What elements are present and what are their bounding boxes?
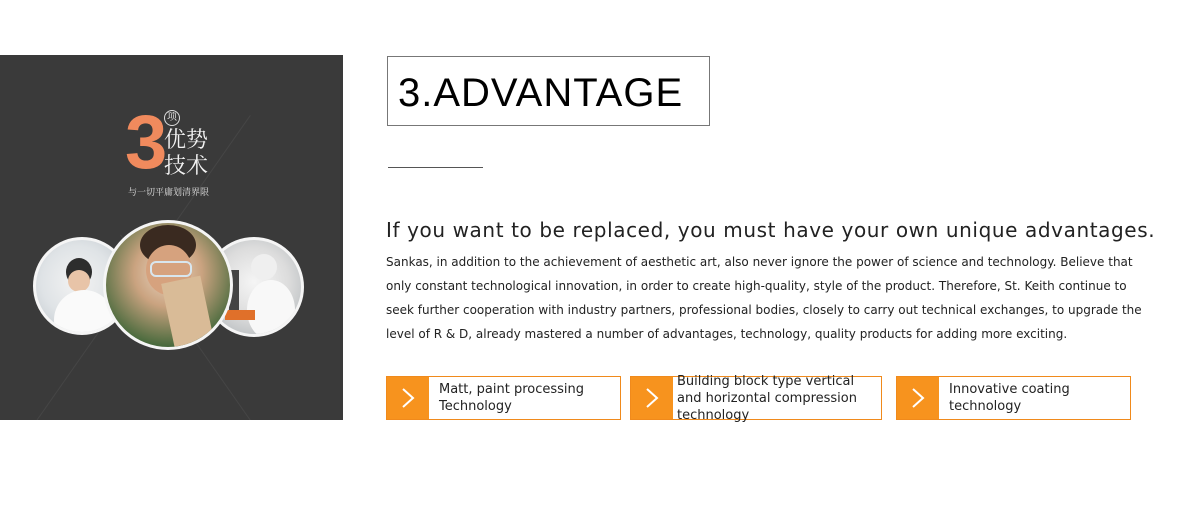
promo-panel xyxy=(0,55,343,420)
section-headline: If you want to be replaced, you must have your own unique advantages. xyxy=(386,218,1156,242)
feature-block-compression[interactable] xyxy=(630,373,882,423)
feature-label: Innovative coating technology xyxy=(949,382,1070,414)
feature-label: Building block type vertical and horizontal compression technology xyxy=(677,373,857,423)
feature-innovative-coating[interactable] xyxy=(896,376,1131,420)
chevron-right-icon xyxy=(897,377,939,419)
chevron-right-icon xyxy=(631,377,673,419)
section-body: Sankas, in addition to the achievement of aesthetic art, also never ignore the power of science and technology. Believe that only constant technological innovation, in order to create high-quality, style of the product. Therefore, St. Keith continue to seek further cooperation with industry partners, professional bodies, closely to carry out technical exchanges, to upgrade the level of R & D, already mastered a number of advantages, technology, quality products for adding more exciting. xyxy=(386,255,1142,341)
chevron-right-icon xyxy=(387,377,429,419)
feature-matt-paint[interactable] xyxy=(386,376,621,420)
section-title-box xyxy=(387,56,710,126)
title-underline xyxy=(388,167,483,168)
section-title: 3.ADVANTAGE xyxy=(398,71,684,115)
promo-title-line1: 优势 xyxy=(164,128,209,153)
promo-number: 3 xyxy=(125,100,168,185)
promo-subtitle: 与一切平庸划清界限 xyxy=(128,188,210,198)
promo-circle-char: 项 xyxy=(164,110,180,126)
feature-label: Matt, paint processing Technology xyxy=(439,382,584,414)
promo-title-line2: 技术 xyxy=(164,154,209,179)
woman-with-sample-photo-circle xyxy=(103,220,233,350)
